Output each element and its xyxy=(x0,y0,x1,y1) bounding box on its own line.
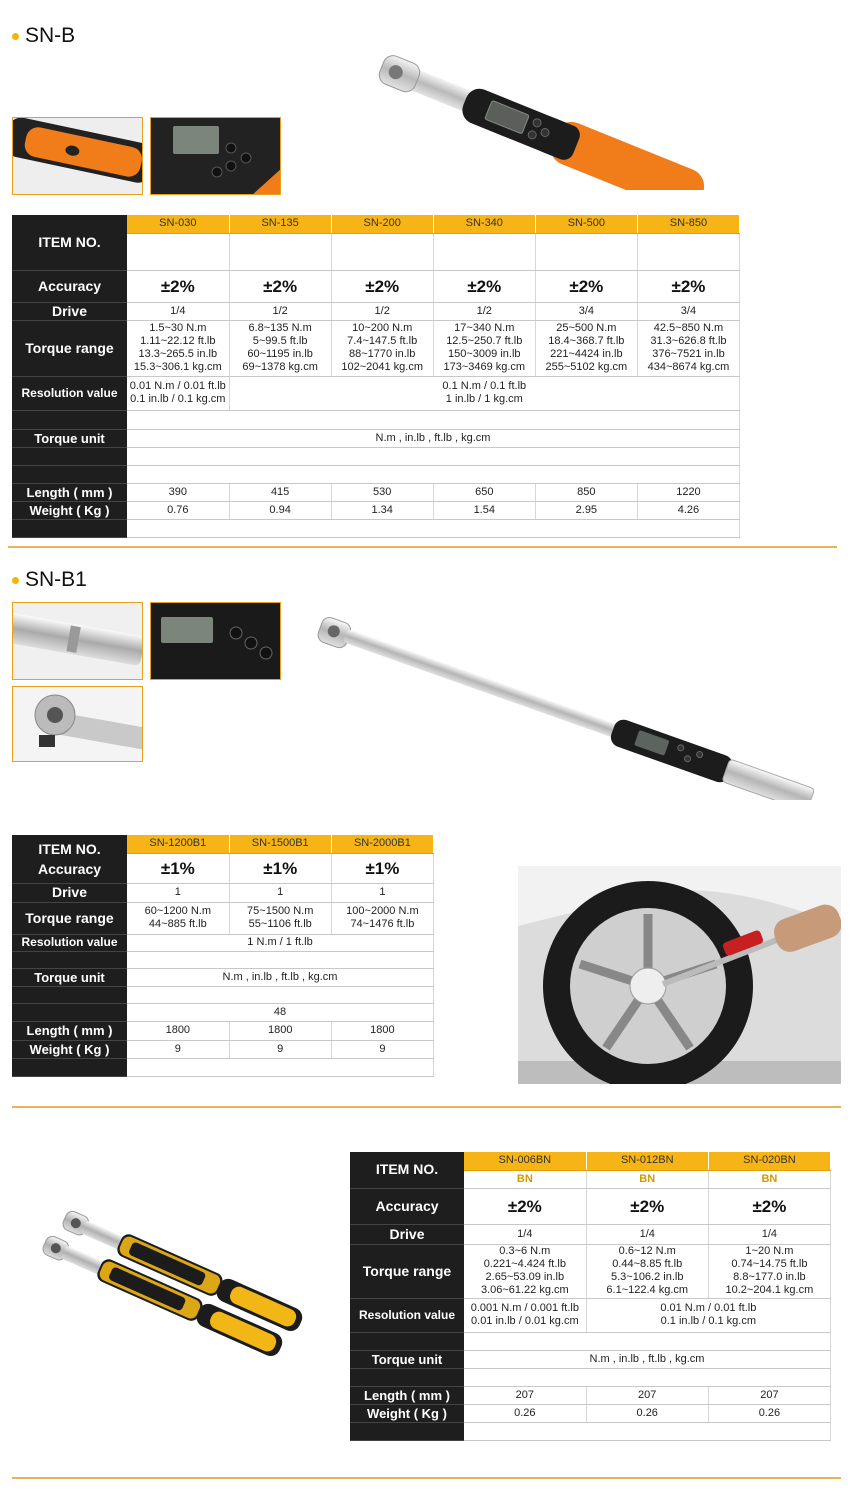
section-divider xyxy=(12,1106,841,1108)
accuracy-cell: ±1% xyxy=(331,853,433,883)
torque-cell: 42.5~850 N.m 31.3~626.8 ft.lb 376~7521 in.lb 434~8674 kg.cm xyxy=(637,320,739,376)
length-cell: 390 xyxy=(127,483,229,501)
weight-cell: 4.26 xyxy=(637,501,739,519)
length-cell: 207 xyxy=(464,1386,586,1404)
model-header: SN-200 xyxy=(331,215,433,233)
accuracy-cell: ±2% xyxy=(586,1188,708,1224)
model-header: SN-012BN xyxy=(586,1152,708,1170)
label-resolution: Resolution value xyxy=(350,1298,464,1332)
section-divider xyxy=(8,546,837,548)
drive-cell: 1 xyxy=(127,883,229,902)
chrome-handle-closeup-photo xyxy=(12,602,143,680)
model-header: SN-135 xyxy=(229,215,331,233)
torque-cell: 6.8~135 N.m 5~99.5 ft.lb 60~1195 in.lb 69~1378 kg.cm xyxy=(229,320,331,376)
model-header: SN-1200B1 xyxy=(127,835,229,853)
model-suffix: BN xyxy=(708,1170,830,1188)
torque-cell: 0.3~6 N.m 0.221~4.424 ft.lb 2.65~53.09 in.lb 3.06~61.22 kg.cm xyxy=(464,1244,586,1298)
drive-cell: 1 xyxy=(331,883,433,902)
model-header: SN-006BN xyxy=(464,1152,586,1170)
torque-unit-cell: N.m , in.lb , ft.lb , kg.cm xyxy=(464,1350,831,1368)
weight-cell: 9 xyxy=(229,1040,331,1058)
digital-torque-wrench-photo xyxy=(360,55,715,190)
length-cell: 1800 xyxy=(229,1021,331,1040)
torque-unit-cell: N.m , in.lb , ft.lb , kg.cm xyxy=(127,968,434,986)
torque-cell: 60~1200 N.m 44~885 ft.lb xyxy=(127,902,229,934)
lcd-buttons-closeup-photo xyxy=(150,602,281,680)
drive-cell: 1/4 xyxy=(586,1224,708,1244)
length-cell: 1220 xyxy=(637,483,739,501)
length-cell: 530 xyxy=(331,483,433,501)
spec-table-sn-bn xyxy=(350,1152,831,1441)
torque-unit-cell: N.m , in.lb , ft.lb , kg.cm xyxy=(127,429,740,447)
model-suffix: BN xyxy=(464,1170,586,1188)
model-header: SN-500 xyxy=(535,215,637,233)
orange-grip-closeup-photo xyxy=(12,117,143,195)
weight-cell: 9 xyxy=(127,1040,229,1058)
label-item-no: ITEM NO. xyxy=(350,1152,464,1188)
torque-cell: 0.6~12 N.m 0.44~8.85 ft.lb 5.3~106.2 in.lb 6.1~122.4 kg.cm xyxy=(586,1244,708,1298)
weight-cell: 0.76 xyxy=(127,501,229,519)
label-drive: Drive xyxy=(350,1224,464,1244)
accuracy-cell: ±2% xyxy=(708,1188,830,1224)
label-accuracy: Accuracy xyxy=(350,1188,464,1224)
label-item-no-accuracy: ITEM NO. Accuracy xyxy=(12,835,127,883)
accuracy-cell: ±1% xyxy=(127,853,229,883)
label-torque-unit: Torque unit xyxy=(12,429,127,447)
weight-cell: 2.95 xyxy=(535,501,637,519)
weight-cell: 9 xyxy=(331,1040,433,1058)
compact-torque-wrenches-photo xyxy=(35,1205,335,1375)
model-suffix: BN xyxy=(586,1170,708,1188)
label-torque-unit: Torque unit xyxy=(12,968,127,986)
resolution-cell: 0.1 N.m / 0.1 ft.lb 1 in.lb / 1 kg.cm xyxy=(229,376,739,410)
label-torque-range: Torque range xyxy=(12,902,127,934)
weight-cell: 1.34 xyxy=(331,501,433,519)
length-cell: 207 xyxy=(586,1386,708,1404)
resolution-cell: 0.01 N.m / 0.01 ft.lb 0.1 in.lb / 0.1 kg.cm xyxy=(127,376,229,410)
spec-table-sn-b1 xyxy=(12,835,434,1077)
drive-cell: 1/2 xyxy=(229,302,331,320)
torque-cell: 25~500 N.m 18.4~368.7 ft.lb 221~4424 in.lb 255~5102 kg.cm xyxy=(535,320,637,376)
length-cell: 1800 xyxy=(331,1021,433,1040)
torque-cell: 1.5~30 N.m 1.11~22.12 ft.lb 13.3~265.5 in.lb 15.3~306.1 kg.cm xyxy=(127,320,229,376)
model-header: SN-2000B1 xyxy=(331,835,433,853)
model-header: SN-030 xyxy=(127,215,229,233)
label-length: Length ( mm ) xyxy=(12,483,127,501)
label-length: Length ( mm ) xyxy=(350,1386,464,1404)
accuracy-cell: ±2% xyxy=(229,270,331,302)
bullet-dot-icon xyxy=(12,33,19,40)
torque-cell: 17~340 N.m 12.5~250.7 ft.lb 150~3009 in.lb 173~3469 kg.cm xyxy=(433,320,535,376)
length-cell: 1800 xyxy=(127,1021,229,1040)
long-torque-wrench-photo xyxy=(310,610,840,800)
label-length: Length ( mm ) xyxy=(12,1021,127,1040)
torque-cell: 1~20 N.m 0.74~14.75 ft.lb 8.8~177.0 in.lb 10.2~204.1 kg.cm xyxy=(708,1244,830,1298)
length-cell: 207 xyxy=(708,1386,830,1404)
accuracy-cell: ±2% xyxy=(433,270,535,302)
drive-cell: 1/4 xyxy=(127,302,229,320)
model-header: SN-340 xyxy=(433,215,535,233)
length-cell: 415 xyxy=(229,483,331,501)
weight-cell: 0.94 xyxy=(229,501,331,519)
length-cell: 850 xyxy=(535,483,637,501)
resolution-cell: 0.01 N.m / 0.01 ft.lb 0.1 in.lb / 0.1 kg.cm xyxy=(586,1298,830,1332)
accuracy-cell: ±2% xyxy=(464,1188,586,1224)
length-cell: 650 xyxy=(433,483,535,501)
car-wheel-usage-photo xyxy=(518,866,841,1084)
model-header: SN-1500B1 xyxy=(229,835,331,853)
label-weight: Weight ( Kg ) xyxy=(12,1040,127,1058)
drive-cell: 3/4 xyxy=(535,302,637,320)
lcd-display-closeup-photo xyxy=(150,117,281,195)
accuracy-cell: ±2% xyxy=(637,270,739,302)
label-drive: Drive xyxy=(12,883,127,902)
weight-cell: 0.26 xyxy=(586,1404,708,1422)
weight-cell: 0.26 xyxy=(464,1404,586,1422)
label-weight: Weight ( Kg ) xyxy=(350,1404,464,1422)
accuracy-cell: ±2% xyxy=(535,270,637,302)
label-item-no: ITEM NO. xyxy=(12,215,127,270)
label-resolution: Resolution value xyxy=(12,376,127,410)
accuracy-cell: ±2% xyxy=(127,270,229,302)
torque-cell: 10~200 N.m 7.4~147.5 ft.lb 88~1770 in.lb 102~2041 kg.cm xyxy=(331,320,433,376)
weight-cell: 1.54 xyxy=(433,501,535,519)
extra-value-cell: 48 xyxy=(127,1003,434,1021)
ratchet-head-closeup-photo xyxy=(12,686,143,762)
label-weight: Weight ( Kg ) xyxy=(12,501,127,519)
model-header: SN-850 xyxy=(637,215,739,233)
spec-table-sn-b xyxy=(12,215,740,538)
model-header: SN-020BN xyxy=(708,1152,830,1170)
torque-cell: 100~2000 N.m 74~1476 ft.lb xyxy=(331,902,433,934)
drive-cell: 1/4 xyxy=(708,1224,830,1244)
label-resolution: Resolution value xyxy=(12,934,127,951)
label-drive: Drive xyxy=(12,302,127,320)
label-torque-range: Torque range xyxy=(350,1244,464,1298)
drive-cell: 1/2 xyxy=(433,302,535,320)
section-title-sn-b1: SN-B1 xyxy=(12,568,87,592)
drive-cell: 1/4 xyxy=(464,1224,586,1244)
drive-cell: 1 xyxy=(229,883,331,902)
weight-cell: 0.26 xyxy=(708,1404,830,1422)
label-torque-unit: Torque unit xyxy=(350,1350,464,1368)
label-accuracy: Accuracy xyxy=(12,270,127,302)
section-title-sn-b: SN-B xyxy=(12,24,75,48)
section-divider xyxy=(12,1477,841,1479)
drive-cell: 1/2 xyxy=(331,302,433,320)
resolution-cell: 0.001 N.m / 0.001 ft.lb 0.01 in.lb / 0.01 kg.cm xyxy=(464,1298,586,1332)
bullet-dot-icon xyxy=(12,577,19,584)
resolution-cell: 1 N.m / 1 ft.lb xyxy=(127,934,434,951)
accuracy-cell: ±2% xyxy=(331,270,433,302)
torque-cell: 75~1500 N.m 55~1106 ft.lb xyxy=(229,902,331,934)
accuracy-cell: ±1% xyxy=(229,853,331,883)
label-torque-range: Torque range xyxy=(12,320,127,376)
drive-cell: 3/4 xyxy=(637,302,739,320)
